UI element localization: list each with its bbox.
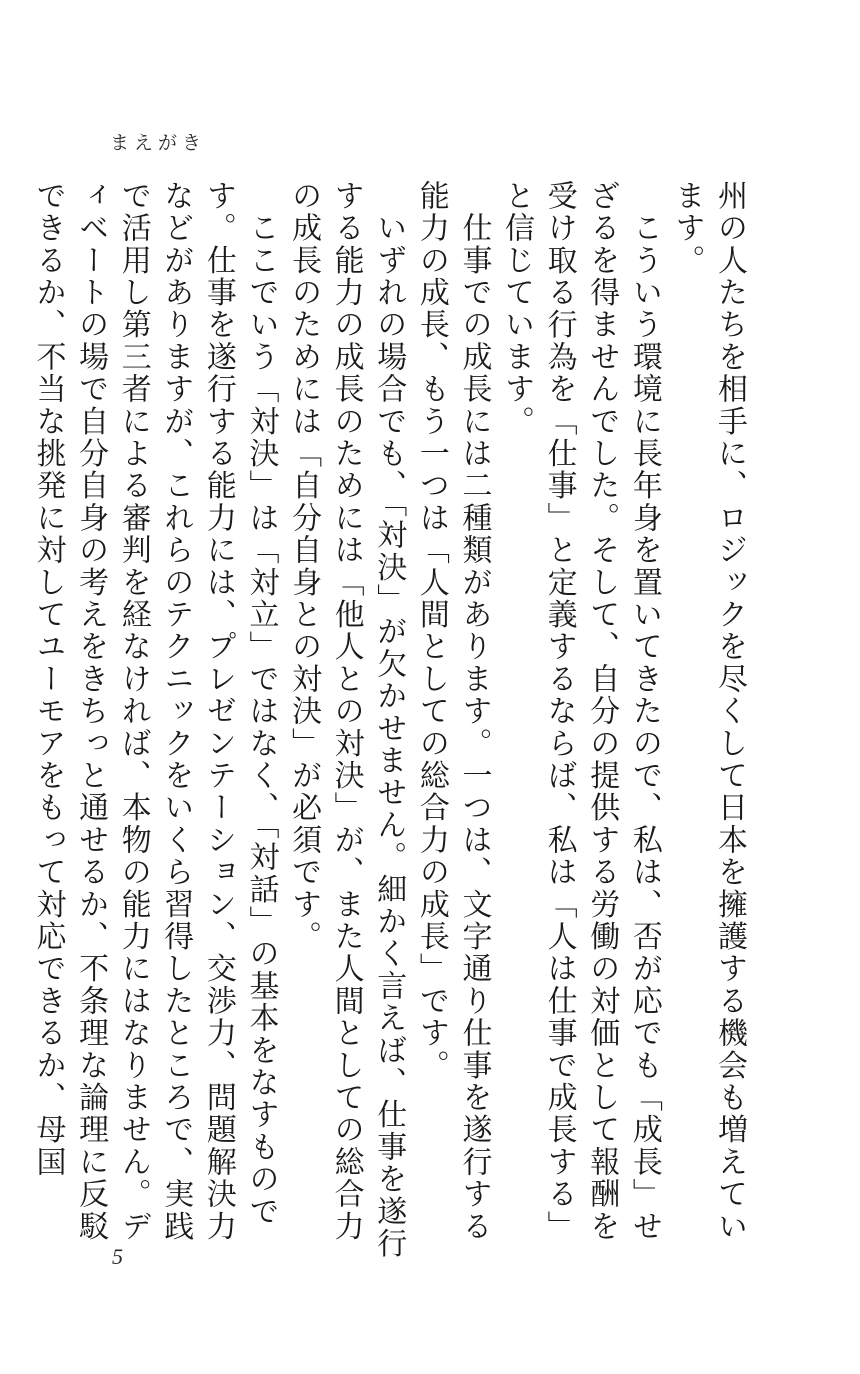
body-text bbox=[30, 180, 750, 1260]
paragraph: 州の人たちを相手に、ロジックを尽くして日本を擁護する機会も増えています。 bbox=[669, 180, 747, 1243]
paragraph: 仕事での成長には二種類があります。一つは、文字通り仕事を遂行する能力の成長、もう一つは「人間としての総合力の成長」です。 bbox=[413, 180, 492, 1243]
paragraph: ここでいう「対決」は「対立」ではなく、「対話」の基本をなすものです。仕事を遂行する能力には、プレゼンテーション、交渉力、問題解決力などがありますが、これらのテクニックをいくら習得したところで、実践で活用し第三者による審判を経なければ、本物の能力にはなりません。ディベートの場で自分自身の考えをきちっと通せるか、不条理な論理に反駁できるか、不当な挑発に対してユーモアをもって対応できるか、母国 bbox=[30, 180, 279, 1243]
paragraph: いずれの場合でも、「対決」が欠かせません。細かく言えば、仕事を遂行する能力の成長のためには「他人との対決」が、また人間としての総合力の成長のためには「自分自身との対決」が必須です。 bbox=[286, 180, 407, 1260]
paragraph: こういう環境に長年身を置いてきたので、私は、否が応でも「成長」せざるを得ませんでした。そして、自分の提供する労働の対価として報酬を受け取る行為を「仕事」と定義するならば、私は「人は仕事で成長する」と信じています。 bbox=[499, 180, 662, 1243]
running-head: まえがき bbox=[110, 132, 207, 154]
page-number: 5 bbox=[112, 1244, 123, 1269]
